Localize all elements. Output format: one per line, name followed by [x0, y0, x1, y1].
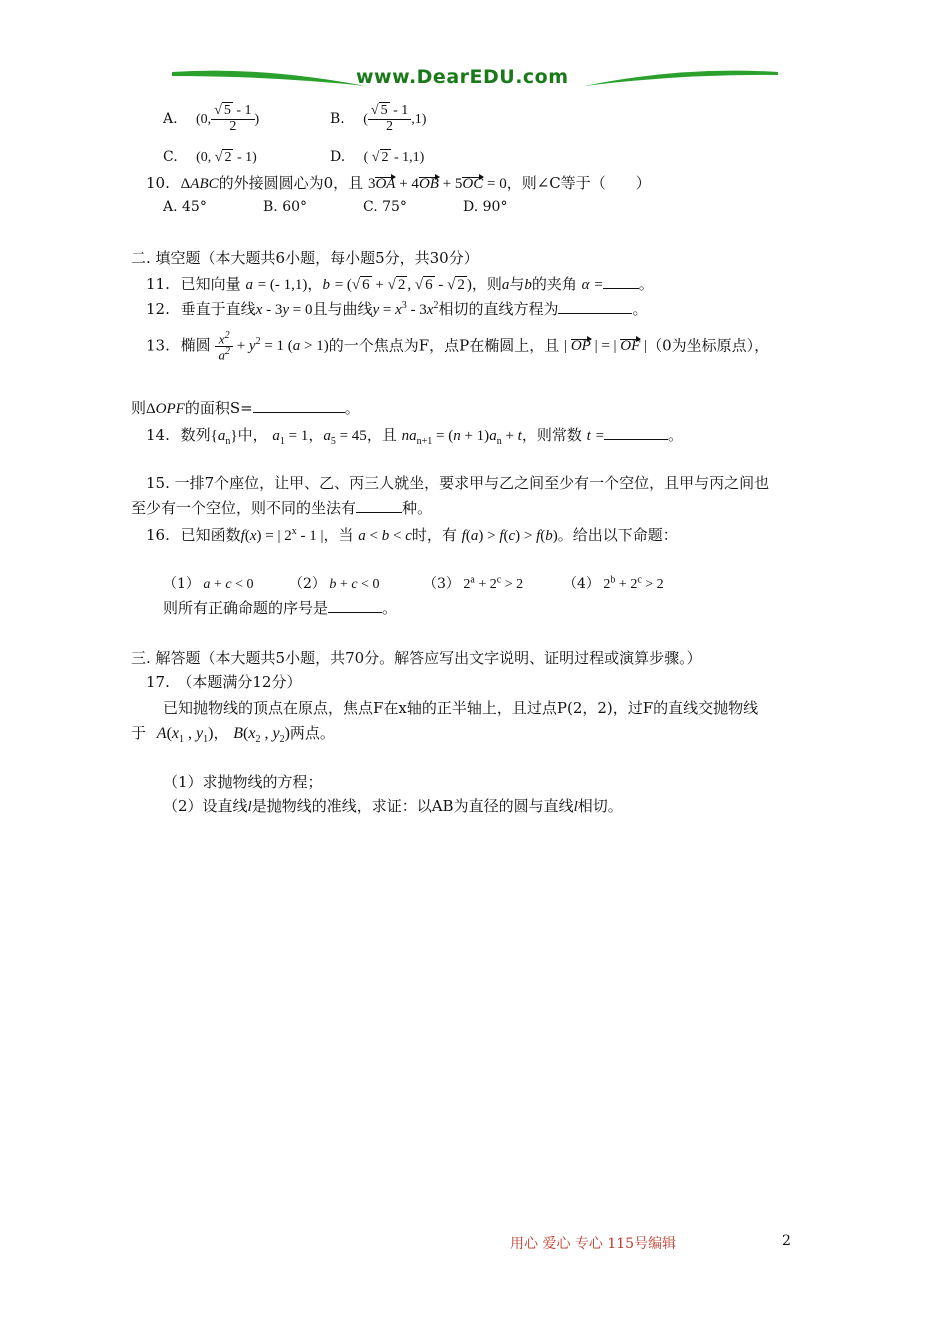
question-15-line1: 15. 一排7个座位，让甲、乙、丙三人就坐，要求甲与乙之间至少有一个空位，且甲与丙之间也 — [146, 474, 770, 492]
question-17-line2: 于 $A(x_1$ , $y_1$)， $B(x_2$ , $y_2$)两点。 — [131, 724, 335, 746]
question-13-line2: 则ΔOPF的面积S= 。 — [131, 399, 360, 417]
q16-option-1: （1） a + c < 0 — [163, 576, 254, 592]
q10-option-b: B. 60° — [263, 199, 308, 215]
q16-option-4: （4） $2^b + 2^c > 2$ — [563, 574, 664, 592]
question-14: 14. 数列$\{a_n\}$中， $a_1 = 1$，$a_5 = 45$，且 $na_{n+1} = (n + 1)a_n + t$，则常数 t = 。 — [146, 426, 684, 447]
question-10: 10. ΔABC的外接圆圆心为0，且 3OA + 4OB + 5OC = 0，则∠C等于（ ） — [146, 174, 651, 192]
q9-option-c: C. (0, √ 2 - 1) — [163, 149, 257, 165]
q16-options — [163, 573, 664, 593]
question-13: 13. 椭圆 $\frac{x^2}{a^2}$ + $y^2 = 1$ (a > 1)的一个焦点为F，点P在椭圆上，且 | OP | = | OF |（0为坐标原点）， — [146, 330, 770, 363]
footer-note: 用心 爱心 专心 115号编辑 — [510, 1236, 677, 1252]
question-17-part2: （2）设直线l是抛物线的准线，求证：以AB为直径的圆与直线l相切。 — [163, 797, 623, 815]
question-15-line2: 至少有一个空位，则不同的坐法有 种。 — [131, 499, 433, 517]
question-17-head: 17. （本题满分12分） — [146, 673, 302, 691]
header-swoosh-left — [170, 68, 370, 90]
question-12: 12. 垂直于直线x - 3y = 0且与曲线$y = x^3 - 3x^2$相切的直线方程为 。 — [146, 300, 648, 318]
question-16: 16. 已知函数f(x) = | 2$^x$ - 1 |，当 a < b < c时，有 f(a) > f(c) > f(b)。给出以下命题： — [146, 526, 678, 544]
question-11: 11. 已知向量 a = (- 1,1)，b = (√ 6 + √ 2 , √ 6 - √ 2 )，则a与b的夹角 α = 。 — [146, 275, 654, 293]
question-17-line1: 已知抛物线的顶点在原点，焦点F在x轴的正半轴上，且过点P(2，2)，过F的直线交抛物线 — [163, 699, 759, 717]
q9-option-a: A. (0, $\frac{√ 5 - 1}{2}$ ) — [163, 103, 260, 134]
q9-option-b: B. ( $\frac{√ 5 - 1}{2}$ ,1) — [330, 103, 427, 134]
section-3-title: 三. 解答题（本大题共5小题，共70分。解答应写出文字说明、证明过程或演算步骤。） — [131, 649, 702, 667]
header-banner — [170, 62, 780, 98]
q16-option-2: （2） b + c < 0 — [289, 576, 380, 592]
q10-option-c: C. 75° — [363, 199, 407, 215]
q10-option-d: D. 90° — [463, 199, 508, 215]
q10-options — [163, 199, 507, 215]
q16-option-3: （3） $2^a + 2^c > 2$ — [423, 574, 524, 592]
q9-option-d: D. ( √ 2 - 1,1) — [330, 149, 425, 165]
page-number: 2 — [782, 1233, 791, 1249]
question-16-line3: 则所有正确命题的序号是 。 — [163, 599, 398, 617]
header-swoosh-right — [582, 68, 780, 90]
q10-option-a: A. 45° — [163, 199, 207, 215]
section-2-title: 二. 填空题（本大题共6小题，每小题5分，共30分） — [131, 249, 479, 267]
header-site-name[interactable]: www.DearEDU.com — [356, 66, 569, 88]
question-17-part1: （1）求抛物线的方程； — [163, 773, 323, 791]
